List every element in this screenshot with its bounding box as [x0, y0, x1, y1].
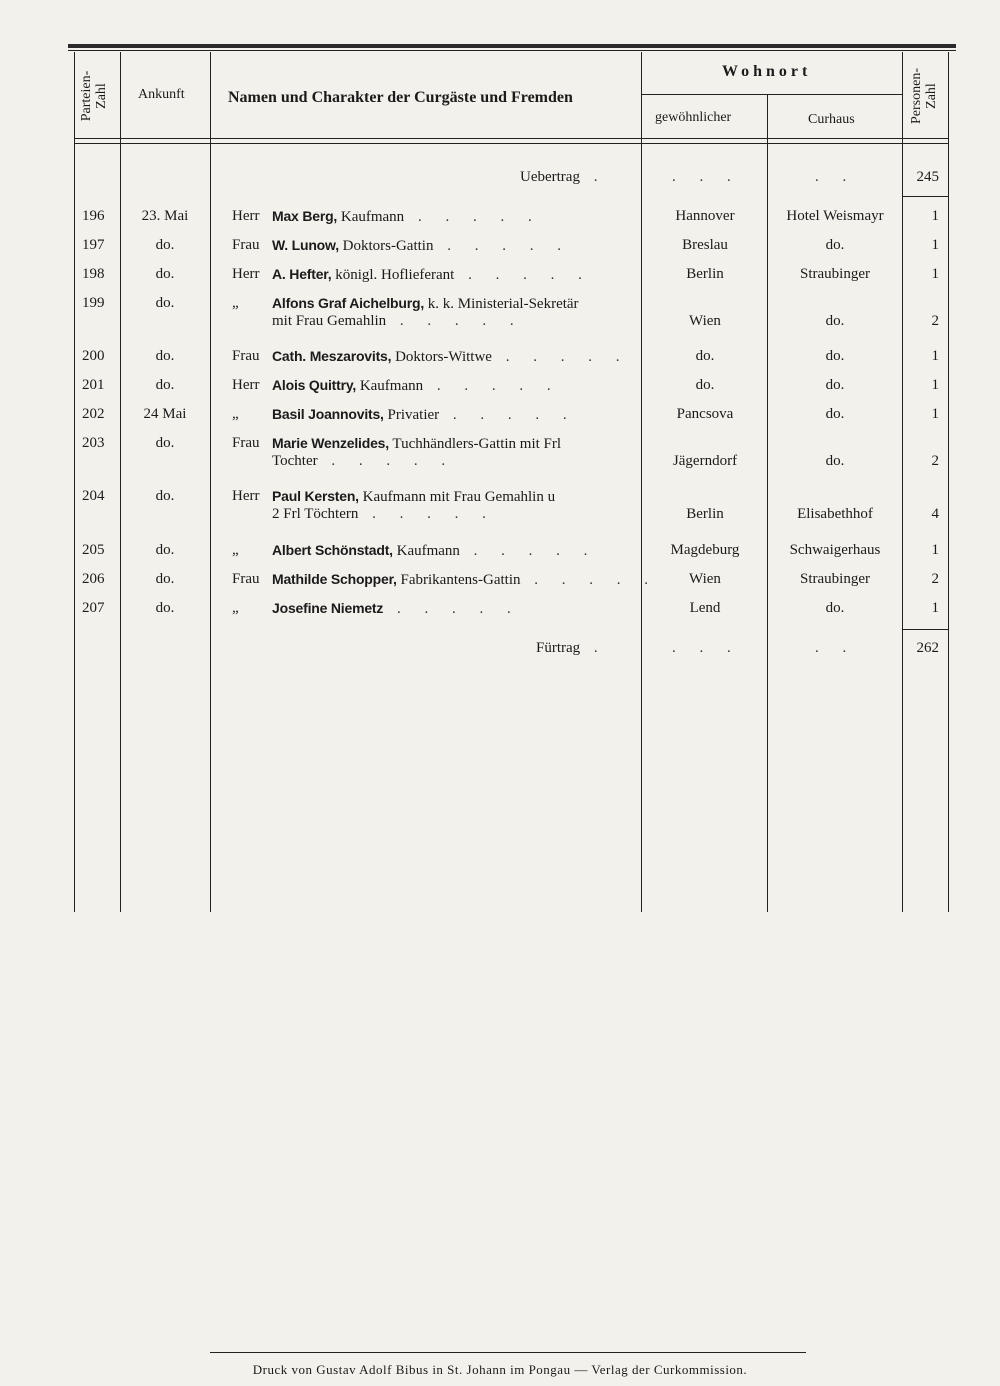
guest-occupation: Privatier [383, 407, 440, 423]
header-curhaus: Curhaus [808, 112, 855, 127]
fuertrag-dots: . . . [672, 640, 741, 656]
wohnort-rule [642, 94, 902, 95]
fuertrag-label: Fürtrag . [536, 640, 608, 656]
guest-title: Herr [232, 208, 260, 224]
guest-title: Frau [232, 237, 260, 253]
curhaus-lodging: do. [825, 313, 845, 329]
table-row [0, 487, 1000, 522]
guest-name: Basil Joannovits, Privatier . . . . . [272, 406, 577, 423]
table-row [0, 434, 1000, 469]
arrival-date: do. [155, 600, 175, 616]
guest-title: „ [232, 542, 239, 558]
usual-residence: Lend [689, 600, 721, 616]
guest-name: Cath. Meszarovits, Doktors-Wittwe . . . . . [272, 348, 630, 365]
header-personen-zahl: Personen- Zahl [909, 68, 939, 124]
persons-count: 1 [931, 348, 939, 364]
header-bottom-rule [74, 138, 948, 139]
guest-name-line2: mit Frau Gemahlin . . . . . [272, 313, 524, 329]
persons-count: 1 [931, 377, 939, 393]
guest-name-bold: Albert Schönstadt, [272, 542, 393, 558]
guest-name: Alois Quittry, Kaufmann . . . . . [272, 377, 561, 394]
party-number: 198 [82, 266, 105, 282]
guest-name: A. Hefter, königl. Hoflieferant . . . . . [272, 266, 592, 283]
arrival-date: do. [155, 435, 175, 451]
table-row [0, 236, 1000, 265]
table-row [0, 347, 1000, 376]
arrival-date: do. [155, 377, 175, 393]
fuertrag-value: 262 [916, 640, 939, 656]
arrival-date: do. [155, 542, 175, 558]
guest-name-bold: Josefine Niemetz [272, 600, 384, 616]
uebertrag-value: 245 [916, 169, 939, 185]
arrival-date: do. [155, 571, 175, 587]
fuertrag-row [0, 639, 1000, 668]
guest-name [272, 487, 632, 506]
guest-name-bold: Cath. Meszarovits, [272, 348, 392, 364]
usual-residence: Pancsova [676, 406, 734, 422]
persons-count: 1 [931, 406, 939, 422]
curhaus-lodging: do. [825, 406, 845, 422]
guest-title: Herr [232, 266, 260, 282]
arrival-date: 24 Mai [143, 406, 187, 422]
party-number: 207 [82, 600, 105, 616]
header-bottom-rule-2 [74, 143, 948, 144]
party-number: 196 [82, 208, 105, 224]
table-row [0, 570, 1000, 599]
usual-residence: do. [695, 348, 715, 364]
party-number: 199 [82, 295, 105, 311]
guest-name-line2: Tochter . . . . . [272, 453, 456, 469]
guest-occupation: Kaufmann [337, 209, 405, 225]
guest-name: W. Lunow, Doktors-Gattin . . . . . [272, 237, 571, 254]
usual-residence: Magdeburg [670, 542, 740, 558]
guest-occupation: Tuchhändlers-Gattin mit Frl [388, 436, 562, 452]
guest-title: „ [232, 295, 239, 311]
guest-name-bold: Max Berg, [272, 208, 338, 224]
guest-name-line2: 2 Frl Töchtern . . . . . [272, 506, 496, 522]
usual-residence: Berlin [686, 506, 724, 522]
table-row [0, 294, 1000, 329]
usual-residence: Berlin [686, 266, 724, 282]
curhaus-lodging: Schwaigerhaus [789, 542, 881, 558]
top-rule [68, 44, 956, 48]
usual-residence: Wien [689, 571, 721, 587]
usual-residence: Jägerndorf [672, 453, 738, 469]
persons-count: 1 [931, 208, 939, 224]
uebertrag-dots: . . . [672, 169, 741, 185]
table-row [0, 599, 1000, 628]
guest-name-bold: Alfons Graf Aichelburg, [272, 295, 425, 311]
guest-name-bold: Alois Quittry, [272, 377, 357, 393]
curhaus-lodging: do. [825, 453, 845, 469]
guest-title: Frau [232, 435, 260, 451]
sum-rule-bottom [903, 629, 948, 630]
persons-count: 4 [931, 506, 939, 522]
fuertrag-dots-2: . . [815, 640, 857, 656]
arrival-date: do. [155, 266, 175, 282]
persons-count: 2 [931, 453, 939, 469]
curhaus-lodging: Straubinger [800, 571, 870, 587]
arrival-date: do. [155, 295, 175, 311]
table-row [0, 376, 1000, 405]
uebertrag-dots-2: . . [815, 169, 857, 185]
party-number: 204 [82, 488, 105, 504]
party-number: 202 [82, 406, 105, 422]
guest-occupation: Doktors-Gattin [338, 238, 434, 254]
guest-occupation: k. k. Ministerial-Sekretär [424, 296, 579, 312]
guest-occupation: königl. Hoflieferant [331, 267, 455, 283]
header-wohnort: Wohnort [722, 63, 812, 80]
guest-title: Herr [232, 488, 260, 504]
arrival-date: do. [155, 348, 175, 364]
persons-count: 2 [931, 313, 939, 329]
guest-name-bold: Basil Joannovits, [272, 406, 384, 422]
persons-count: 1 [931, 266, 939, 282]
guest-title: Herr [232, 377, 260, 393]
guest-name [272, 434, 632, 453]
guest-name: Mathilde Schopper, Fabrikantens-Gattin . . . . . [272, 571, 658, 588]
guest-name [272, 294, 632, 313]
arrival-date: 23. Mai [141, 208, 189, 224]
guest-name-bold: Paul Kersten, [272, 488, 359, 504]
persons-count: 1 [931, 237, 939, 253]
guest-occupation: Doktors-Wittwe [391, 349, 492, 365]
guest-name: Josefine Niemetz . . . . . [272, 600, 521, 617]
guest-name-bold: A. Hefter, [272, 266, 332, 282]
arrival-date: do. [155, 488, 175, 504]
guest-name-bold: W. Lunow, [272, 237, 339, 253]
usual-residence: Breslau [682, 237, 728, 253]
uebertrag-row [0, 168, 1000, 197]
usual-residence: Hannover [675, 208, 735, 224]
guest-occupation: Kaufmann [356, 378, 424, 394]
guest-title: Frau [232, 571, 260, 587]
table-row [0, 405, 1000, 434]
guest-title: Frau [232, 348, 260, 364]
party-number: 206 [82, 571, 105, 587]
guest-occupation: Fabrikantens-Gattin [396, 572, 521, 588]
table-row [0, 541, 1000, 570]
arrival-date: do. [155, 237, 175, 253]
header-gewoehnlicher: gewöhnlicher [655, 110, 732, 125]
guest-name-bold: Mathilde Schopper, [272, 571, 397, 587]
curhaus-lodging: do. [825, 237, 845, 253]
party-number: 197 [82, 237, 105, 253]
curhaus-lodging: do. [825, 377, 845, 393]
persons-count: 1 [931, 542, 939, 558]
guest-name: Albert Schönstadt, Kaufmann . . . . . [272, 542, 598, 559]
guest-name-bold: Marie Wenzelides, [272, 435, 389, 451]
usual-residence: Wien [689, 313, 721, 329]
guest-title: „ [232, 600, 239, 616]
guest-occupation: Kaufmann mit Frau Gemahlin u [358, 489, 556, 505]
guest-occupation: Kaufmann [392, 543, 460, 559]
party-number: 200 [82, 348, 105, 364]
header-ankunft: Ankunft [138, 87, 185, 102]
header-namen: Namen und Charakter der Curgäste und Fremden [228, 89, 573, 106]
footer-rule [210, 1352, 806, 1353]
party-number: 205 [82, 542, 105, 558]
top-rule-thin [68, 50, 956, 51]
usual-residence: do. [695, 377, 715, 393]
party-number: 201 [82, 377, 105, 393]
party-number: 203 [82, 435, 105, 451]
curhaus-lodging: Straubinger [800, 266, 870, 282]
curhaus-lodging: do. [825, 348, 845, 364]
imprint: Druck von Gustav Adolf Bibus in St. Johann im Pongau — Verlag der Curkommission. [252, 1362, 748, 1377]
curhaus-lodging: do. [825, 600, 845, 616]
curhaus-lodging: Hotel Weismayr [786, 208, 884, 224]
persons-count: 2 [931, 571, 939, 587]
table-row [0, 265, 1000, 294]
header-parteien-zahl: Parteien- Zahl [79, 70, 109, 122]
curhaus-lodging: Elisabethhof [797, 506, 873, 522]
persons-count: 1 [931, 600, 939, 616]
table-row [0, 207, 1000, 236]
guest-title: „ [232, 406, 239, 422]
guest-name: Max Berg, Kaufmann . . . . . [272, 208, 542, 225]
uebertrag-label: Uebertrag . [520, 169, 608, 185]
